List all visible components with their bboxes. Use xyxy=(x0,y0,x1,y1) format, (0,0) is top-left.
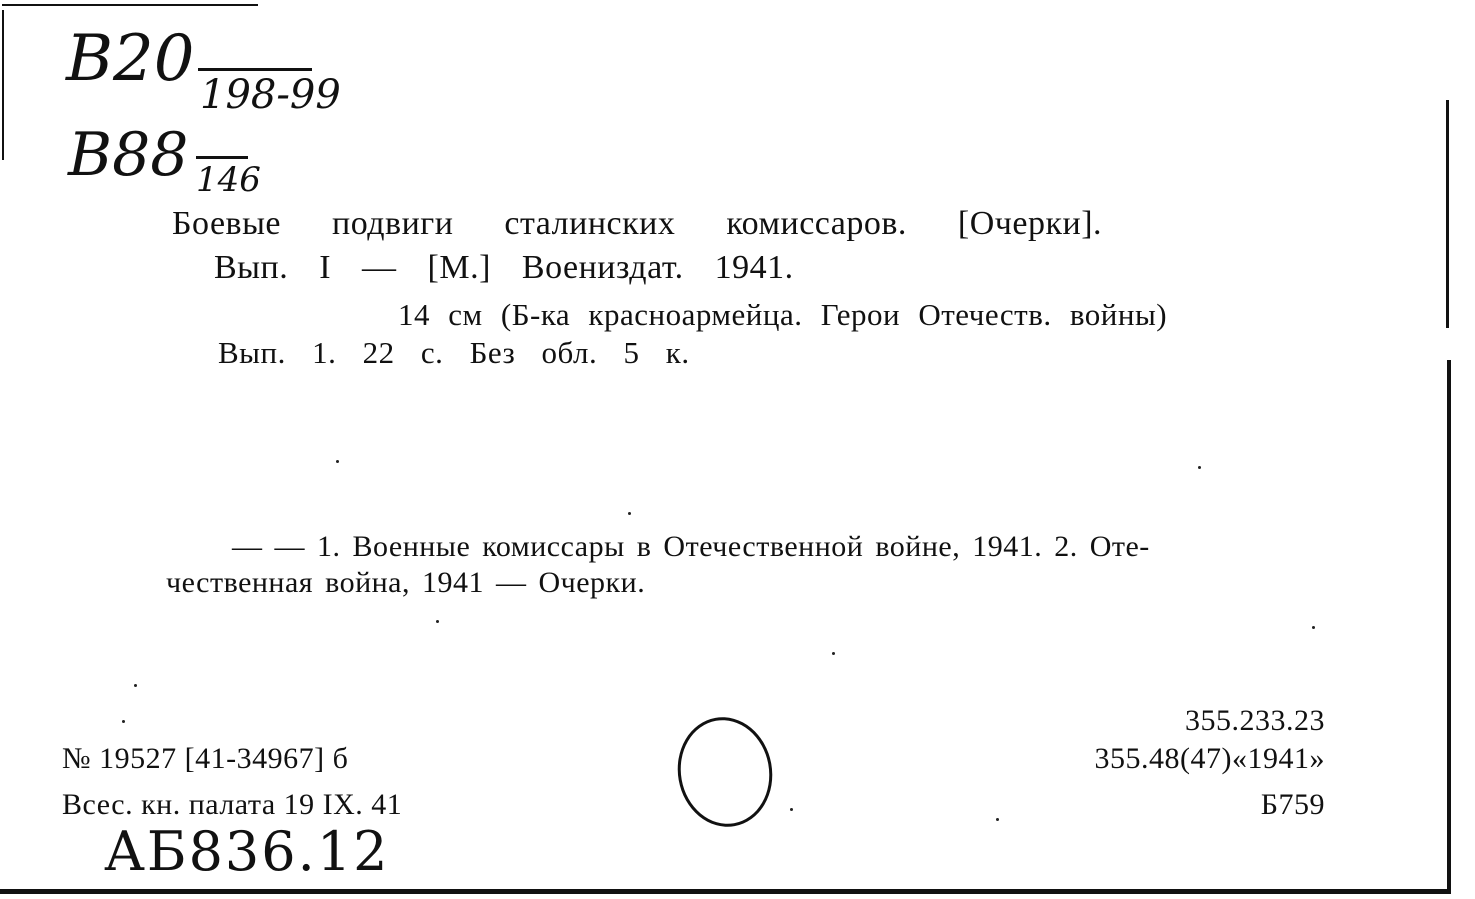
handwritten-overline-1 xyxy=(198,68,312,71)
speck xyxy=(134,684,137,687)
subject-line-1: — — 1. Военные комиссары в Отечественной войне, 1941. 2. Оте- xyxy=(232,530,1150,563)
hand-drawn-circle xyxy=(669,710,781,835)
handwritten-shelfmark-2-sub: 146 xyxy=(196,160,261,200)
speck xyxy=(336,460,339,463)
speck xyxy=(832,652,835,655)
subject-line-2: чественная война, 1941 — Очерки. xyxy=(166,566,646,599)
registration-number: № 19527 [41-34967] б xyxy=(62,742,349,775)
handwritten-shelfmark-2: B88 xyxy=(68,120,189,190)
card-right-edge-lower xyxy=(1447,360,1451,892)
card-right-edge-upper xyxy=(1446,100,1449,328)
entry-physical-line-2: Вып. 1. 22 с. Без обл. 5 к. xyxy=(218,335,690,370)
handwritten-overline-2 xyxy=(196,156,248,159)
handwritten-shelfmark-1: B20 xyxy=(66,22,195,96)
handwritten-inventory-number: АБ836.12 xyxy=(104,820,390,883)
entry-physical-line-1: 14 см (Б-ка красноармейца. Герои Отечеств. войны) xyxy=(398,297,1168,332)
card-top-edge xyxy=(2,4,258,6)
book-chamber-date: Всес. кн. палата 19 IX. 41 xyxy=(62,788,403,821)
speck xyxy=(996,818,999,821)
speck xyxy=(122,720,125,723)
card-bottom-edge xyxy=(0,889,1451,894)
author-mark: Б759 xyxy=(1260,788,1325,821)
card-left-edge xyxy=(2,10,4,160)
speck xyxy=(628,512,631,515)
speck xyxy=(1312,626,1315,629)
speck xyxy=(790,808,793,811)
entry-title-line-1: Боевые подвиги сталинских комиссаров. [Очерки]. xyxy=(172,205,1103,242)
udc-code-2: 355.48(47)«1941» xyxy=(1094,742,1325,775)
udc-code-1: 355.233.23 xyxy=(1185,704,1325,737)
speck xyxy=(436,620,439,623)
handwritten-shelfmark-1-sub: 198-99 xyxy=(200,72,341,118)
entry-title-line-2: Вып. I — [М.] Воениздат. 1941. xyxy=(214,249,794,286)
speck xyxy=(1198,466,1201,469)
